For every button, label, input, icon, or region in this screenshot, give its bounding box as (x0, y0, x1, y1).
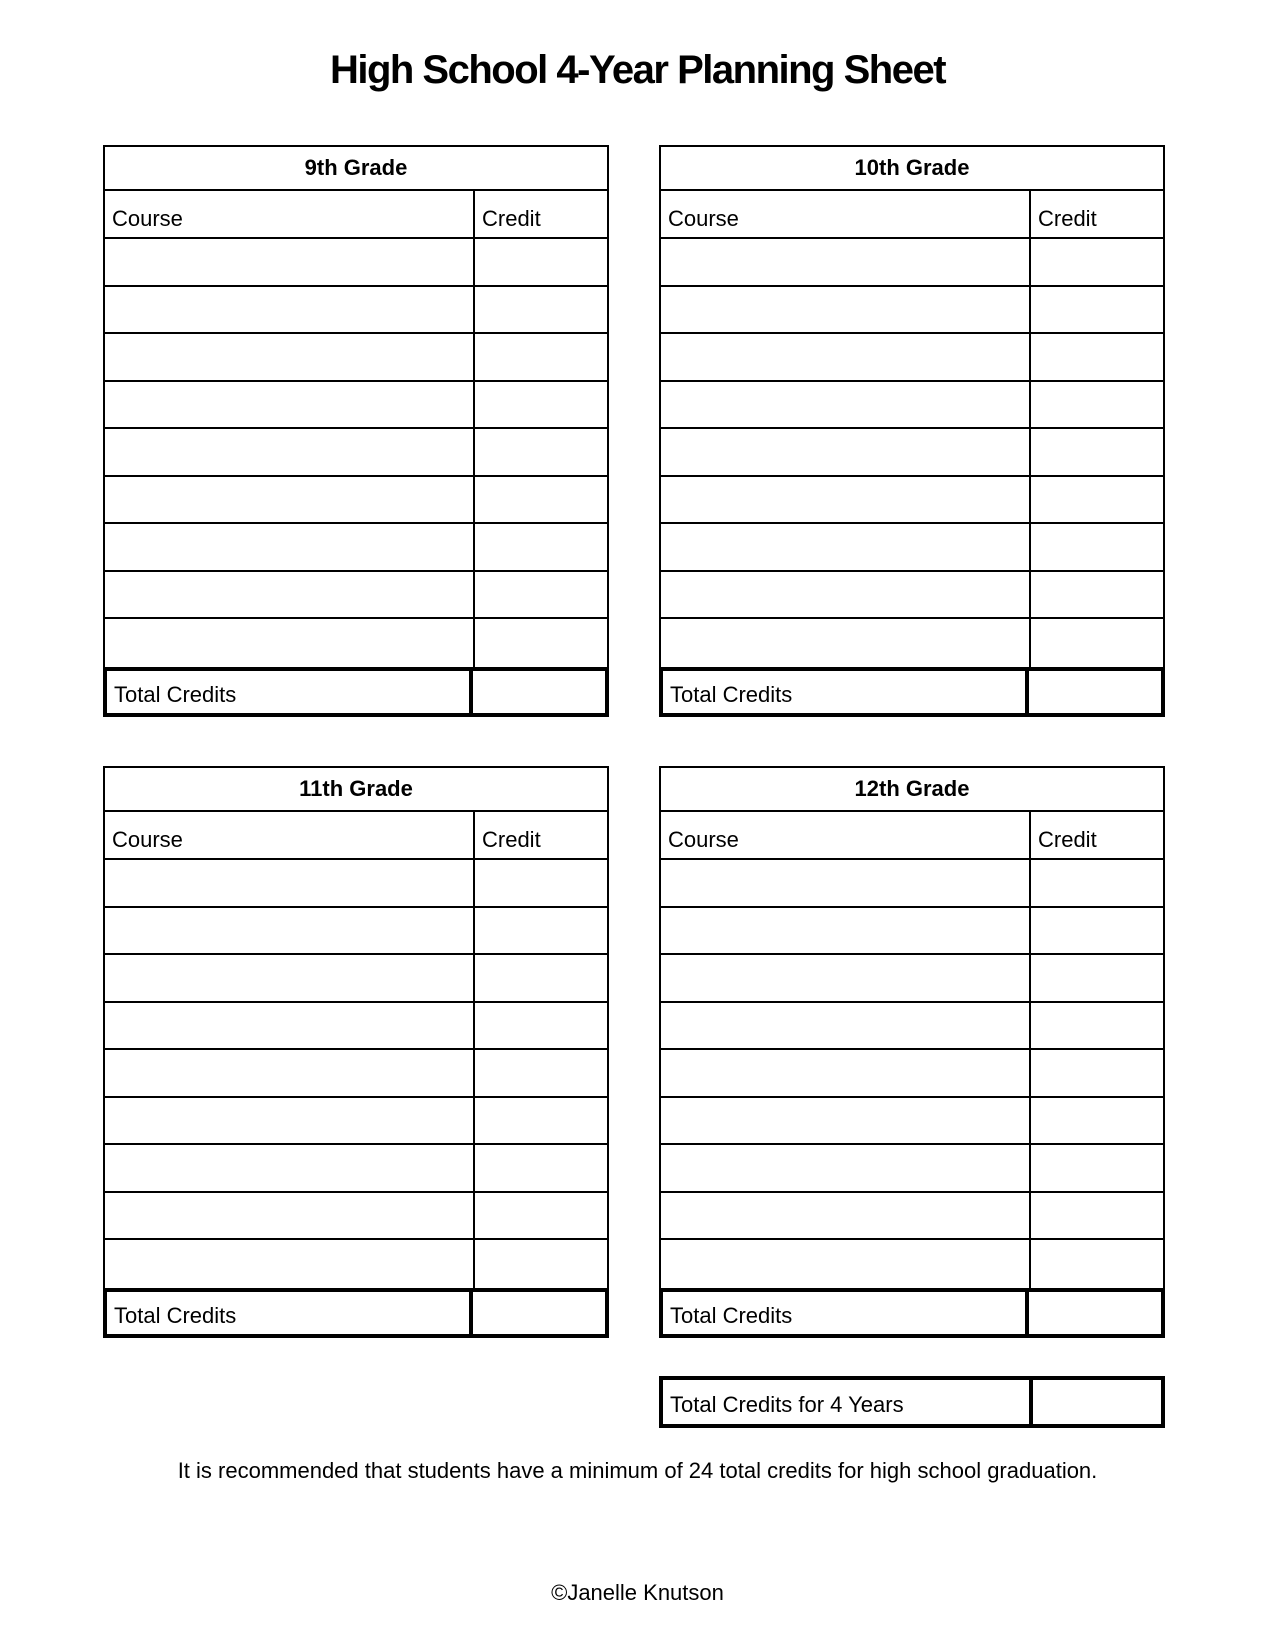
course-row (659, 860, 1165, 908)
column-header-row (103, 812, 609, 860)
course-row (659, 1003, 1165, 1051)
course-entry-cell[interactable] (105, 1240, 475, 1288)
course-row (103, 908, 609, 956)
grade-header (659, 145, 1165, 191)
course-entry-cell[interactable] (105, 334, 475, 380)
credit-entry-cell[interactable] (475, 429, 607, 475)
grade-header (103, 145, 609, 191)
course-entry-cell[interactable] (661, 619, 1031, 667)
course-entry-cell[interactable] (661, 1050, 1031, 1096)
grand-total-value-cell[interactable] (1033, 1380, 1161, 1424)
course-row (659, 239, 1165, 287)
grade-table-10th (659, 145, 1165, 717)
credit-column-header: Credit (482, 827, 541, 852)
credit-entry-cell[interactable] (475, 287, 607, 333)
credit-entry-cell[interactable] (1031, 1003, 1163, 1049)
course-rows (659, 860, 1165, 1288)
course-entry-cell[interactable] (661, 1003, 1031, 1049)
credit-entry-cell[interactable] (1031, 1098, 1163, 1144)
credit-entry-cell[interactable] (475, 1145, 607, 1191)
course-column-header: Course (105, 812, 475, 858)
grade-title: 11th Grade (299, 776, 413, 801)
course-row (659, 382, 1165, 430)
credit-entry-cell[interactable] (475, 239, 607, 285)
credit-entry-cell[interactable] (475, 334, 607, 380)
credit-entry-cell[interactable] (475, 1240, 607, 1288)
course-row (659, 287, 1165, 335)
course-entry-cell[interactable] (661, 1193, 1031, 1239)
total-credits-label: Total Credits (107, 671, 473, 713)
course-entry-cell[interactable] (661, 572, 1031, 618)
course-row (659, 955, 1165, 1003)
course-entry-cell[interactable] (105, 1145, 475, 1191)
total-credits-row (103, 667, 609, 717)
course-row (103, 477, 609, 525)
course-entry-cell[interactable] (105, 524, 475, 570)
course-rows (103, 860, 609, 1288)
grade-header (659, 766, 1165, 812)
course-entry-cell[interactable] (661, 239, 1031, 285)
grade-title: 10th Grade (854, 155, 970, 180)
course-column-header: Course (661, 191, 1031, 237)
course-entry-cell[interactable] (105, 429, 475, 475)
course-entry-cell[interactable] (105, 1098, 475, 1144)
credit-entry-cell[interactable] (1031, 382, 1163, 428)
course-row (659, 477, 1165, 525)
total-credits-label: Total Credits (107, 1292, 473, 1334)
grand-total-label: Total Credits for 4 Years (663, 1380, 1033, 1424)
course-rows (103, 239, 609, 667)
course-entry-cell[interactable] (105, 1003, 475, 1049)
course-entry-cell[interactable] (661, 860, 1031, 906)
course-entry-cell[interactable] (661, 477, 1031, 523)
course-entry-cell[interactable] (661, 1145, 1031, 1191)
credit-entry-cell[interactable] (475, 572, 607, 618)
course-entry-cell[interactable] (105, 955, 475, 1001)
credit-entry-cell[interactable] (475, 955, 607, 1001)
credit-entry-cell[interactable] (1031, 1240, 1163, 1288)
course-row (659, 1098, 1165, 1146)
total-credits-row (659, 667, 1165, 717)
course-entry-cell[interactable] (105, 477, 475, 523)
course-row (659, 572, 1165, 620)
credit-column-header: Credit (1038, 206, 1097, 231)
column-header-row (659, 191, 1165, 239)
course-entry-cell[interactable] (661, 1098, 1031, 1144)
total-credits-value-cell[interactable] (1029, 1292, 1161, 1334)
total-credits-value-cell[interactable] (1029, 671, 1161, 713)
course-rows (659, 239, 1165, 667)
credit-entry-cell[interactable] (1031, 1145, 1163, 1191)
credit-entry-cell[interactable] (1031, 477, 1163, 523)
course-entry-cell[interactable] (105, 1050, 475, 1096)
course-entry-cell[interactable] (661, 287, 1031, 333)
credit-entry-cell[interactable] (1031, 334, 1163, 380)
credit-entry-cell[interactable] (475, 908, 607, 954)
credit-entry-cell[interactable] (475, 1003, 607, 1049)
course-entry-cell[interactable] (105, 382, 475, 428)
credit-entry-cell[interactable] (475, 477, 607, 523)
credit-entry-cell[interactable] (475, 382, 607, 428)
credit-entry-cell[interactable] (475, 860, 607, 906)
credit-entry-cell[interactable] (475, 1050, 607, 1096)
course-entry-cell[interactable] (661, 524, 1031, 570)
credit-entry-cell[interactable] (1031, 955, 1163, 1001)
course-row (659, 1240, 1165, 1288)
grade-title: 12th Grade (854, 776, 970, 801)
course-row (103, 1193, 609, 1241)
course-column-header: Course (105, 191, 475, 237)
course-row (103, 955, 609, 1003)
grade-header (103, 766, 609, 812)
course-row (659, 908, 1165, 956)
credit-entry-cell[interactable] (1031, 1193, 1163, 1239)
copyright-text: ©Janelle Knutson (551, 1580, 724, 1605)
column-header-row (103, 191, 609, 239)
course-row (103, 1098, 609, 1146)
course-row (103, 572, 609, 620)
course-row (659, 1050, 1165, 1098)
course-entry-cell[interactable] (105, 572, 475, 618)
grade-table-11th (103, 766, 609, 1338)
course-row (659, 429, 1165, 477)
credit-column-header: Credit (1038, 827, 1097, 852)
grade-table-12th (659, 766, 1165, 1338)
grade-title: 9th Grade (304, 155, 408, 180)
recommendation-note: It is recommended that students have a minimum of 24 total credits for high school graduation. (177, 1458, 1098, 1483)
course-row (659, 524, 1165, 572)
course-row (103, 429, 609, 477)
total-credits-value-cell[interactable] (473, 671, 605, 713)
credit-entry-cell[interactable] (475, 619, 607, 667)
credit-entry-cell[interactable] (1031, 619, 1163, 667)
grand-total-box (659, 1376, 1165, 1428)
course-entry-cell[interactable] (661, 429, 1031, 475)
course-row (103, 287, 609, 335)
course-row (659, 334, 1165, 382)
credit-column-header: Credit (482, 206, 541, 231)
total-credits-row (659, 1288, 1165, 1338)
credit-entry-cell[interactable] (475, 1193, 607, 1239)
course-entry-cell[interactable] (105, 287, 475, 333)
course-row (103, 239, 609, 287)
column-header-row (659, 812, 1165, 860)
course-row (103, 1240, 609, 1288)
course-entry-cell[interactable] (105, 239, 475, 285)
credit-entry-cell[interactable] (475, 524, 607, 570)
course-entry-cell[interactable] (105, 908, 475, 954)
total-credits-row (103, 1288, 609, 1338)
credit-entry-cell[interactable] (1031, 239, 1163, 285)
course-row (103, 860, 609, 908)
grade-table-9th (103, 145, 609, 717)
course-entry-cell[interactable] (661, 908, 1031, 954)
course-row (103, 524, 609, 572)
course-row (103, 1003, 609, 1051)
course-row (103, 382, 609, 430)
course-row (103, 1050, 609, 1098)
course-row (103, 619, 609, 667)
credit-entry-cell[interactable] (1031, 572, 1163, 618)
course-row (103, 1145, 609, 1193)
credit-entry-cell[interactable] (1031, 908, 1163, 954)
page-title: High School 4-Year Planning Sheet (329, 48, 946, 92)
course-entry-cell[interactable] (105, 1193, 475, 1239)
credit-entry-cell[interactable] (475, 1098, 607, 1144)
credit-entry-cell[interactable] (1031, 1050, 1163, 1096)
credit-entry-cell[interactable] (1031, 860, 1163, 906)
credit-entry-cell[interactable] (1031, 429, 1163, 475)
total-credits-value-cell[interactable] (473, 1292, 605, 1334)
total-credits-label: Total Credits (663, 1292, 1029, 1334)
credit-entry-cell[interactable] (1031, 287, 1163, 333)
course-row (659, 1193, 1165, 1241)
course-entry-cell[interactable] (105, 860, 475, 906)
course-entry-cell[interactable] (661, 382, 1031, 428)
course-column-header: Course (661, 812, 1031, 858)
course-entry-cell[interactable] (661, 1240, 1031, 1288)
course-entry-cell[interactable] (661, 955, 1031, 1001)
course-row (659, 1145, 1165, 1193)
credit-entry-cell[interactable] (1031, 524, 1163, 570)
course-entry-cell[interactable] (661, 334, 1031, 380)
course-row (103, 334, 609, 382)
total-credits-label: Total Credits (663, 671, 1029, 713)
course-row (659, 619, 1165, 667)
course-entry-cell[interactable] (105, 619, 475, 667)
